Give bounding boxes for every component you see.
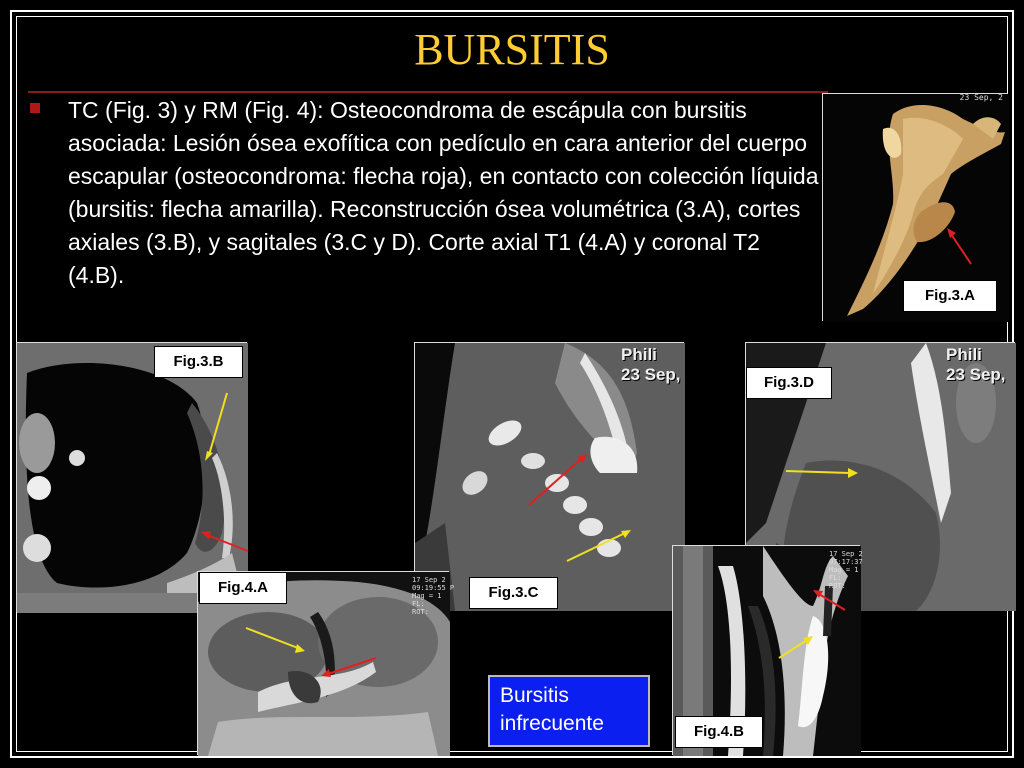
fig-4a-label: Fig.4.A [199,572,287,604]
fig-3c-overlay-text: Phili 23 Sep, [621,345,681,384]
fig-3b-label: Fig.3.B [154,346,243,378]
fig-3c-image [414,342,684,610]
title-divider [28,91,828,93]
fig-3d-label: Fig.3.D [746,367,832,399]
bullet-icon [30,103,40,113]
fig-4a-overlay-text: 17 Sep 2 09:19:55 P Mag = 1 FL: ROT: [412,576,455,616]
slide-title: BURSITIS [414,25,610,74]
fig-3d-overlay-text: Phili 23 Sep, [946,345,1006,384]
fig-4b-overlay-text: 17 Sep 2 07:17:37 Mag = 1 FL: ROT: [829,550,863,590]
fig-3c-label: Fig.3.C [469,577,558,609]
slide-body-text: TC (Fig. 3) y RM (Fig. 4): Osteocondroma de escápula con bursitis asociada: Lesión ósea exofítica con pedículo en cara anterior del cuerpo escapular (osteocondroma: flecha roja), en contacto con colección líquida (bursitis: flecha amarilla). Reconstrucción ósea volumétrica (3.A), cortes axiales (3.B), y sagitales (3.C y D). Corte axial T1 (4.A) y coronal T2 (4.B). [68,97,819,288]
fig-4b-label: Fig.4.B [675,716,763,748]
fig-3a-label: Fig.3.A [903,280,997,312]
bursitis-callout: Bursitis infrecuente [488,675,650,747]
fig-3a-overlay-text: 23 Sep, 2 [959,93,1003,102]
